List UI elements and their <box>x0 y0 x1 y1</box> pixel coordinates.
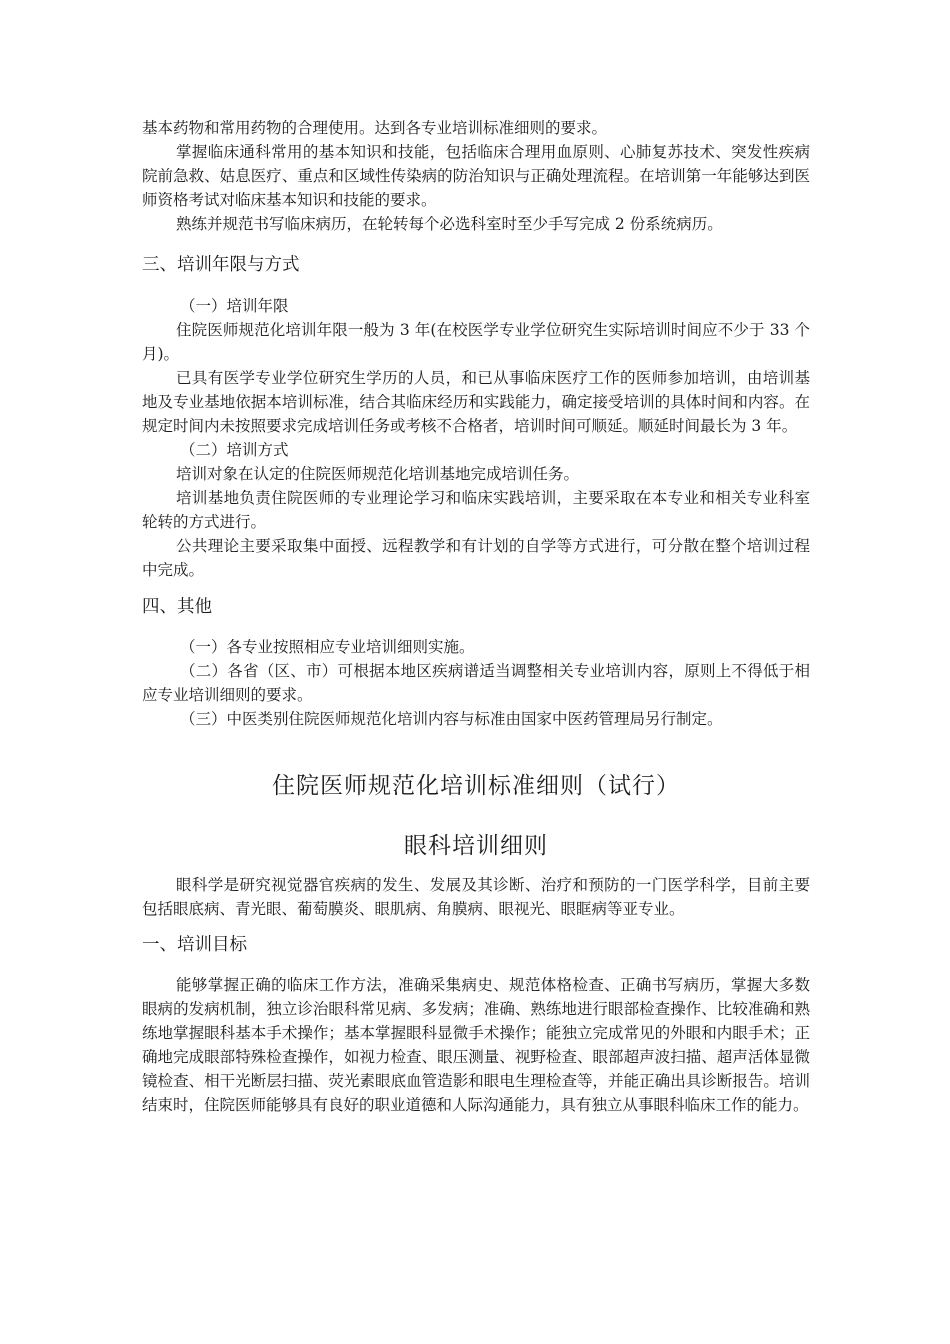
paragraph: 熟练并规范书写临床病历，在轮转每个必选科室时至少手写完成 2 份系统病历。 <box>176 215 723 233</box>
list-item: （三）中医类别住院医师规范化培训内容与标准由国家中医药管理局另行制定。 <box>180 710 723 728</box>
subsection-heading: （二）培训方式 <box>180 441 289 459</box>
section-heading: 四、其他 <box>142 597 212 617</box>
paragraph: 基本药物和常用药物的合理使用。达到各专业培训标准细则的要求。 <box>142 119 608 137</box>
list-item: （一）各专业按照相应专业培训细则实施。 <box>180 638 475 656</box>
document-title: 住院医师规范化培训标准细则（试行） <box>272 773 680 799</box>
document-subtitle: 眼科培训细则 <box>404 833 548 859</box>
list-item: （二）各省（区、市）可根据本地区疾病谱适当调整相关专业培训内容，原则上不得低于相应专业培训细则的要求。 <box>142 662 810 704</box>
section-heading: 一、培训目标 <box>142 935 247 955</box>
paragraph: 掌握临床通科常用的基本知识和技能，包括临床合理用血原则、心肺复苏技术、突发性疾病院前急救、姑息医疗、重点和区域性传染病的防治知识与正确处理流程。在培训第一年能够达到医师资格考试对临床基本知识和技能的要求。 <box>142 143 810 209</box>
document-page <box>142 116 810 1117</box>
subsection-heading: （一）培训年限 <box>180 297 289 315</box>
paragraph: 能够掌握正确的临床工作方法，准确采集病史、规范体格检查、正确书写病历，掌握大多数眼病的发病机制，独立诊治眼科常见病、多发病；准确、熟练地进行眼部检查操作、比较准确和熟练地掌握眼科基本手术操作；基本掌握眼科显微手术操作；能独立完成常见的外眼和内眼手术；正确地完成眼部特殊检查操作，如视力检查、眼压测量、视野检查、眼部超声波扫描、超声活体显微镜检查、相干光断层扫描、荧光素眼底血管造影和眼电生理检查等，并能正确出具诊断报告。培训结束时，住院医师能够具有良好的职业道德和人际沟通能力，具有独立从事眼科临床工作的能力。 <box>142 976 810 1114</box>
paragraph: 培训基地负责住院医师的专业理论学习和临床实践培训，主要采取在本专业和相关专业科室轮转的方式进行。 <box>142 489 810 531</box>
paragraph: 已具有医学专业学位研究生学历的人员，和已从事临床医疗工作的医师参加培训，由培训基地及专业基地依据本培训标准，结合其临床经历和实践能力，确定接受培训的具体时间和内容。在规定时间内未按照要求完成培训任务或考核不合格者，培训时间可顺延。顺延时间最长为 3 年。 <box>142 369 810 435</box>
section-heading: 三、培训年限与方式 <box>142 255 300 275</box>
paragraph: 培训对象在认定的住院医师规范化培训基地完成培训任务。 <box>176 465 580 483</box>
paragraph: 住院医师规范化培训年限一般为 3 年(在校医学专业学位研究生实际培训时间应不少于 33 个月)。 <box>142 321 810 363</box>
paragraph: 眼科学是研究视觉器官疾病的发生、发展及其诊断、治疗和预防的一门医学科学，目前主要包括眼底病、青光眼、葡萄膜炎、眼肌病、角膜病、眼视光、眼眶病等亚专业。 <box>142 876 810 918</box>
paragraph: 公共理论主要采取集中面授、远程教学和有计划的自学等方式进行，可分散在整个培训过程中完成。 <box>142 537 810 579</box>
